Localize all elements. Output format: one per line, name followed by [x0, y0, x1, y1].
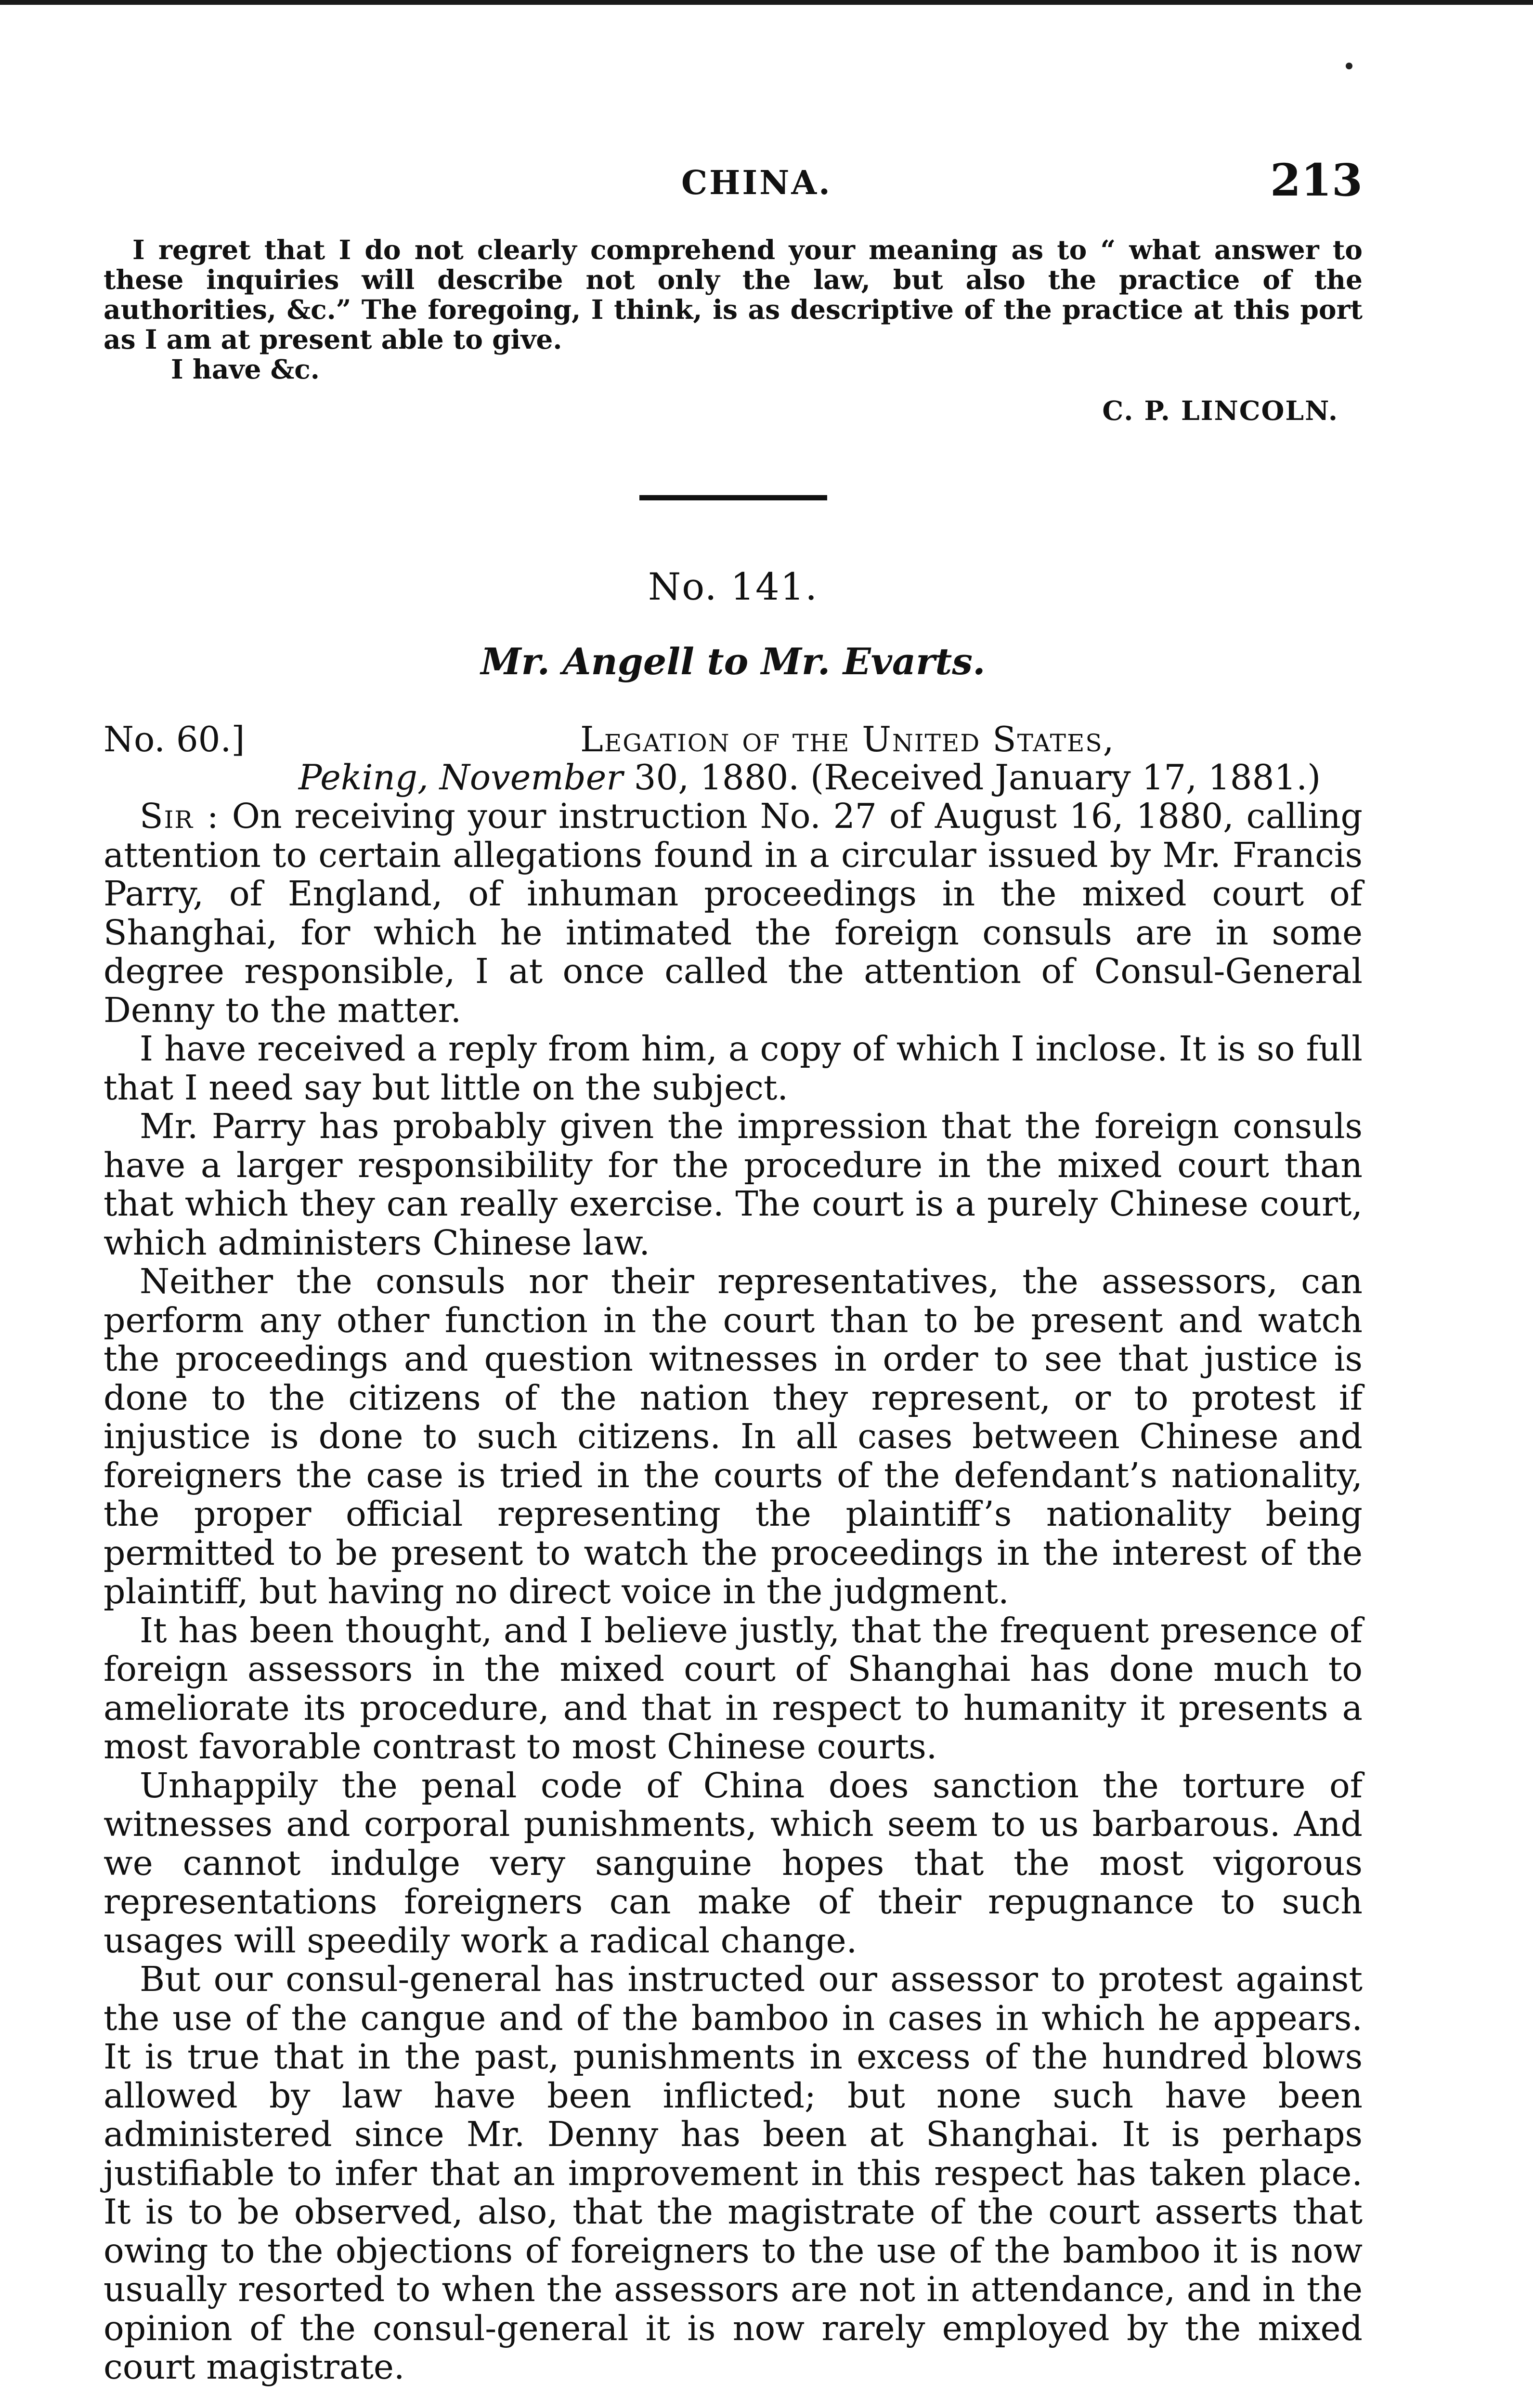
previous-letter-ending	[104, 235, 1363, 428]
dispatch-heading	[104, 719, 1363, 758]
body-paragraph: I have received a reply from him, a copy of which I inclose. It is so full that I need say but little on the subject.	[104, 1029, 1363, 1108]
body-paragraph: Neither the consuls nor their representatives, the assessors, can perform any other function in the court than to be present and watch the proceedings and question witnesses in order to see that justice is done to the citizens of the nation they represent, or to protest if injustice is done to such citizens. In all cases between Chinese and foreigners the case is tried in the courts of the defendant’s nationality, the proper official representing the plaintiff’s nationality being permitted to be present to watch the proceedings in the interest of the plaintiff, but having no direct voice in the judgment.	[104, 1261, 1363, 1611]
dispatch-number: No. 60.]	[104, 719, 245, 759]
legation-line: Legation of the United States,	[580, 719, 1115, 759]
previous-letter-closing: I have &c.	[171, 353, 320, 385]
page-header	[104, 144, 1363, 207]
ink-speck	[1346, 63, 1352, 69]
body-paragraph-text: On receiving your instruction No. 27 of August 16, 1880, calling attention to certain allegations found in a circular issued by Mr. Francis Parry, of England, of inhuman proceedings in the mixed court of Shanghai, for which he intimated the foreign consuls are in some degree responsible, I at once called the attention of Consul-General Denny to the matter.	[104, 796, 1363, 1030]
page-top-edge	[0, 0, 1533, 5]
body-paragraph: Unhappily the penal code of China does sanction the torture of witnesses and corporal punishments, which seem to us barbarous. And we cannot indulge very sanguine hopes that the most vigorous representations foreigners can make of their repugnance to such usages will speedily work a radical change.	[104, 1765, 1363, 1961]
previous-letter-signature: C. P. LINCOLN.	[1102, 395, 1338, 426]
body-paragraph: Mr. Parry has probably given the impression that the foreign consuls have a larger responsibility for the procedure in the mixed court than that which they can really exercise. The court is a purely Chinese court, which administers Chinese law.	[104, 1106, 1363, 1263]
salutation: Sir :	[140, 796, 220, 836]
dateline	[299, 758, 1363, 797]
body-paragraph: It has been thought, and I believe justly, that the frequent presence of foreign assessors in the mixed court of Shanghai has done much to ameliorate its procedure, and that in respect to humanity it presents a most favorable contrast to most Chinese courts.	[104, 1610, 1363, 1767]
letter-body	[104, 797, 1363, 2387]
body-paragraph	[104, 797, 1363, 1030]
dateline-place: Peking,	[299, 757, 429, 798]
body-paragraph: But our consul-general has instructed our assessor to protest against the use of the cangue and of the bamboo in cases in which he appears. It is true that in the past, punishments in excess of the hundred blows allowed by law have been inflicted; but none such have been administered since Mr. Denny has been at Shanghai. It is perhaps justifiable to infer that an improvement in this respect has taken place. It is to be observed, also, that the magistrate of the court asserts that owing to the objections of foreigners to the use of the bamboo it is now usually resorted to when the assessors are not in attendance, and in the opinion of the consul-general it is now rarely employed by the mixed court magistrate.	[104, 1959, 1363, 2387]
document-title: Mr. Angell to Mr. Evarts.	[481, 640, 986, 683]
running-head: CHINA.	[681, 164, 832, 202]
dateline-rest: 30, 1880. (Received January 17, 1881.)	[634, 757, 1321, 798]
document-page	[104, 144, 1363, 2387]
page-number: 213	[1270, 154, 1363, 206]
document-number: No. 141.	[648, 565, 818, 609]
dateline-month: November	[439, 757, 623, 798]
section-divider	[639, 495, 827, 500]
previous-letter-paragraph: I regret that I do not clearly comprehend your meaning as to “ what answer to these inquiries will describe not only the law, but also the practice of the authorities, &c.” The foregoing, I think, is as descriptive of the practice at this port as I am at present able to give.	[104, 234, 1363, 355]
